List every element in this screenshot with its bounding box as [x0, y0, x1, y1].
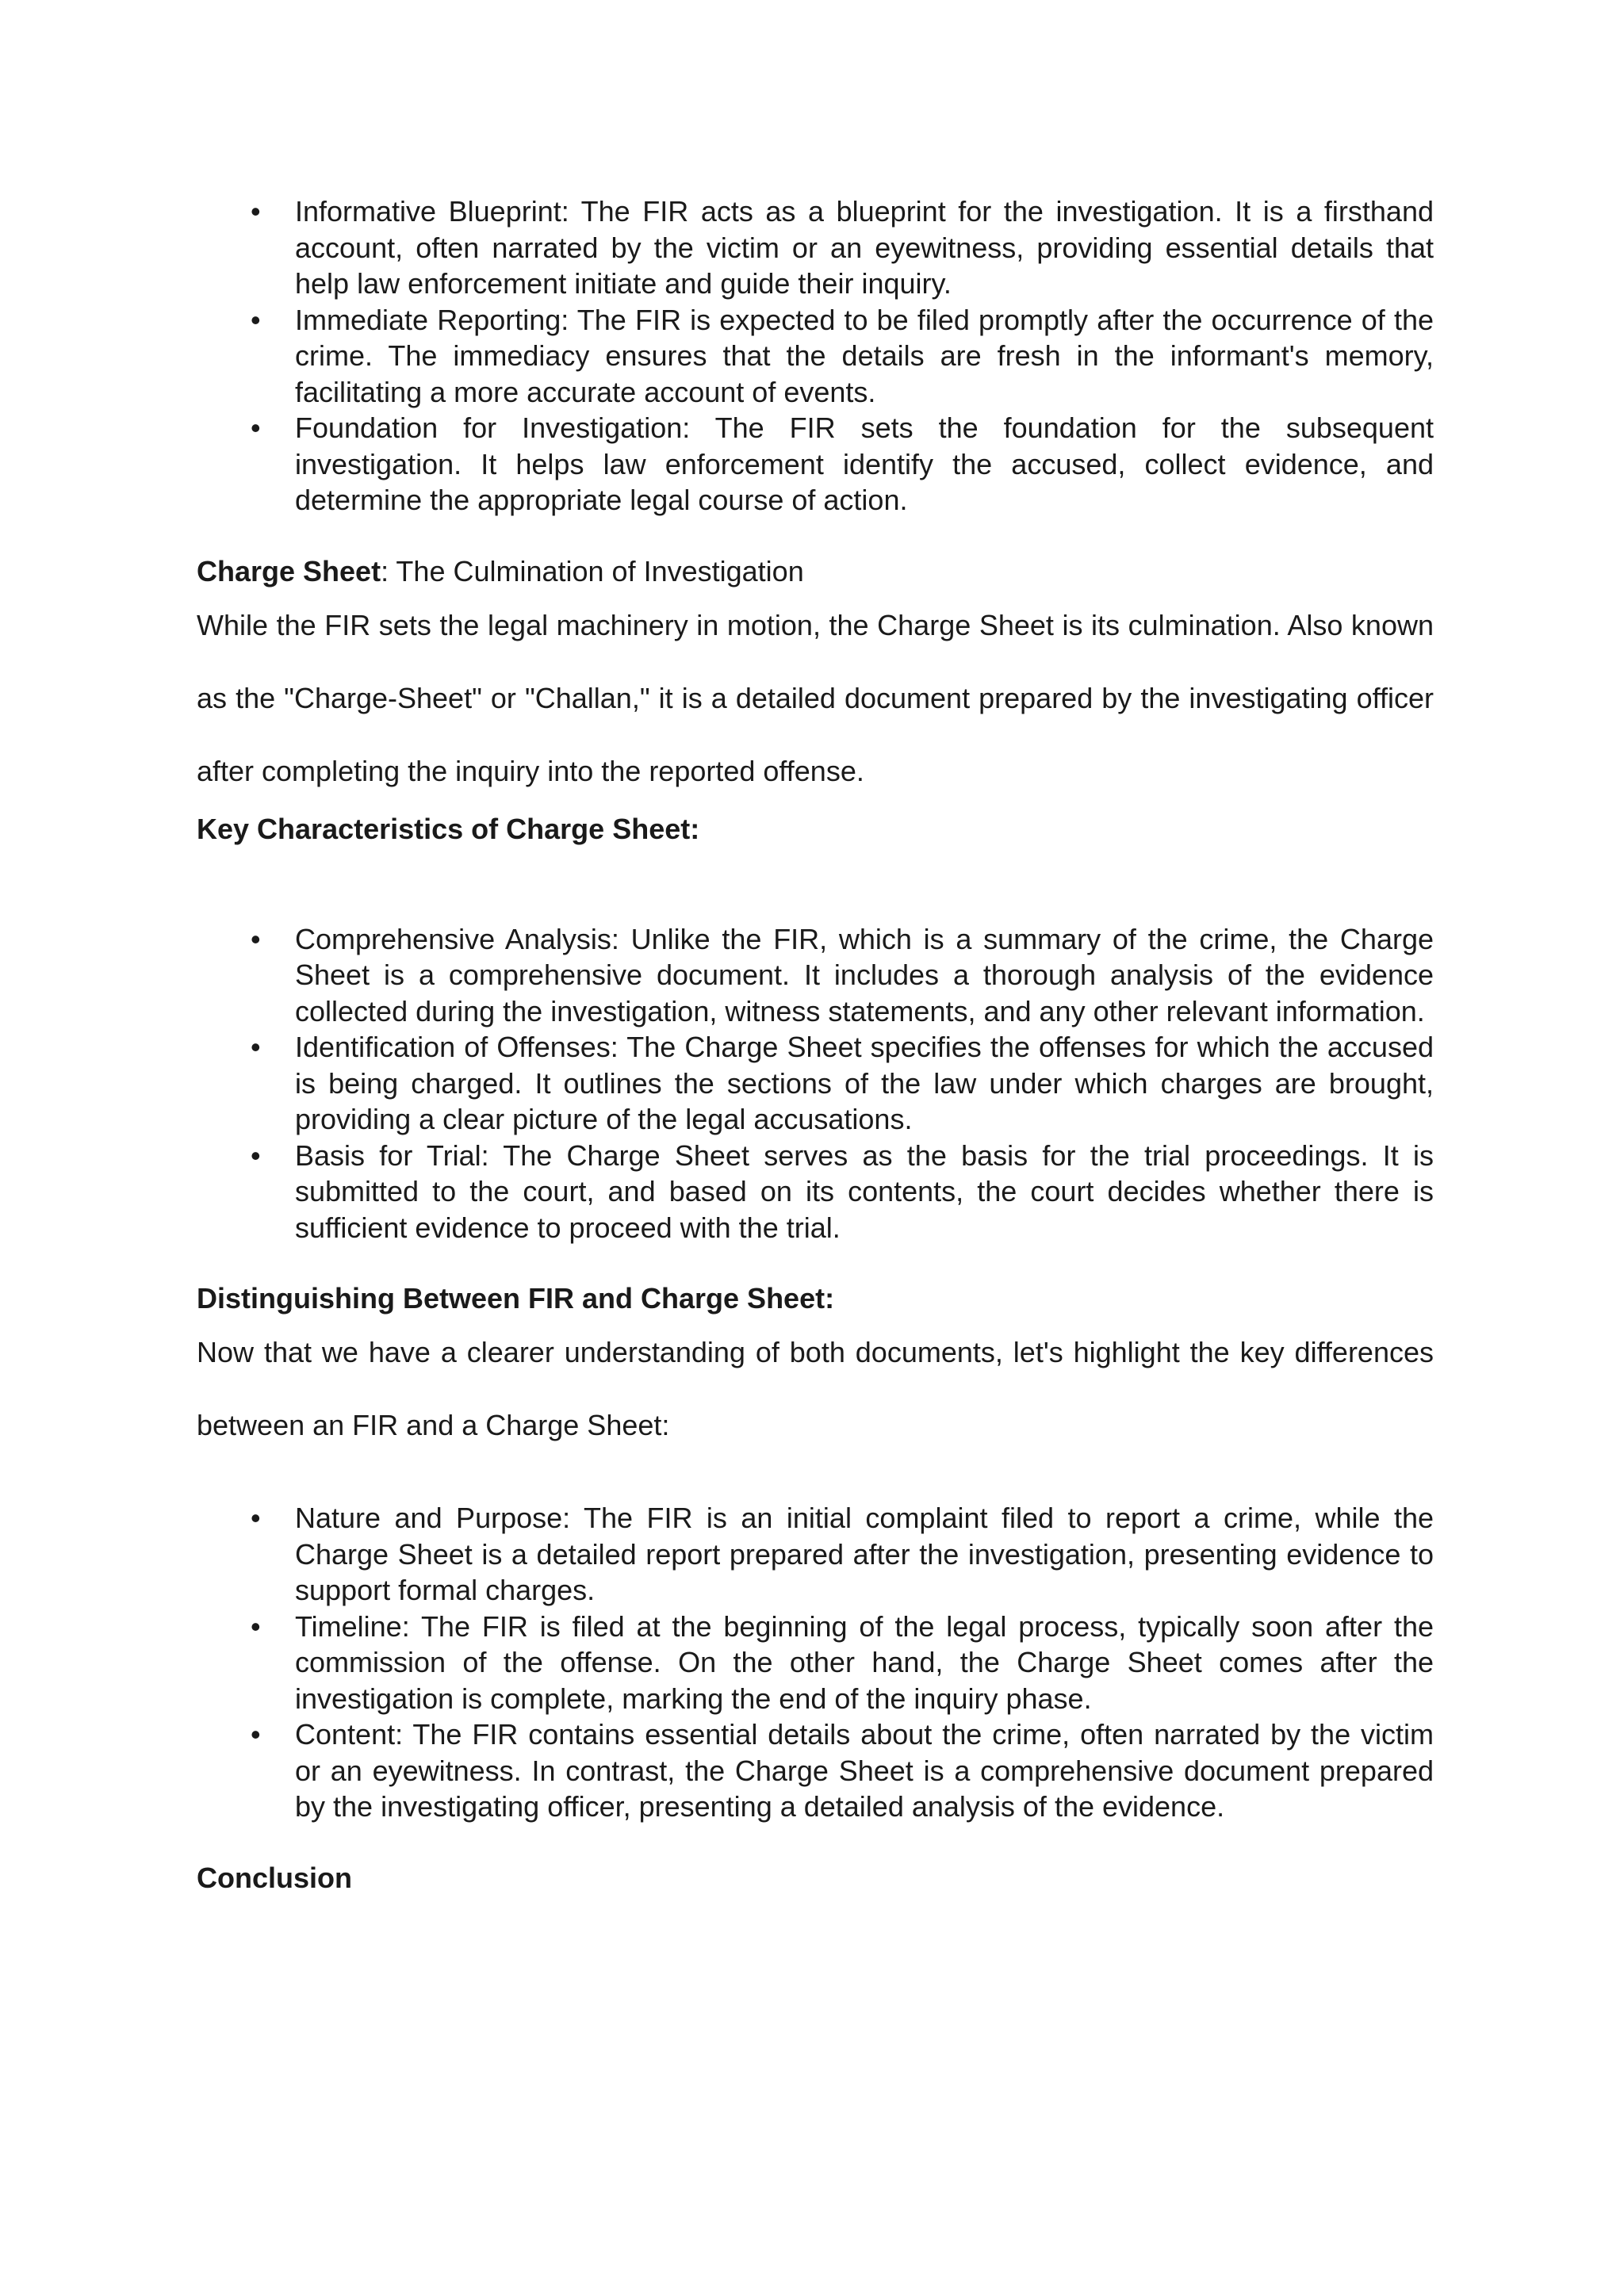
- charge-sheet-heading-bold: Charge Sheet: [197, 554, 381, 587]
- key-characteristics-heading-text: Key Characteristics of Charge Sheet:: [197, 812, 700, 845]
- bullet-icon: •: [251, 303, 261, 336]
- list-item-text: Immediate Reporting: The FIR is expected to be filed promptly after the occurrence of the crime. The immediacy ensures that the details are fresh in the informant's memory, facilitating a more accurate account of events.: [295, 303, 1434, 408]
- distinguishing-heading-text: Distinguishing Between FIR and Charge Sheet:: [197, 1282, 835, 1314]
- distinguishing-heading: [197, 1280, 1434, 1316]
- conclusion-heading-text: Conclusion: [197, 1861, 352, 1894]
- fir-characteristics-list: [197, 193, 1434, 519]
- list-item-text: Nature and Purpose: The FIR is an initial complaint filed to report a crime, while the Charge Sheet is a detailed report prepared after the investigation, presenting evidence to support formal charges.: [295, 1502, 1434, 1606]
- bullet-icon: •: [251, 1138, 261, 1172]
- bullet-icon: •: [251, 1609, 261, 1643]
- charge-sheet-intro: While the FIR sets the legal machinery in motion, the Charge Sheet is its culmination. Also known as the "Charge-Sheet" or "Challan," it is a detailed document prepared by the investigating officer after completing the inquiry into the reported offense.: [197, 608, 1434, 787]
- conclusion-heading: [197, 1860, 1434, 1896]
- bullet-icon: •: [251, 411, 261, 444]
- list-item-text: Comprehensive Analysis: Unlike the FIR, which is a summary of the crime, the Charge Sheet is a comprehensive document. It includes a thorough analysis of the evidence collected during the investigation, witness statements, and any other relevant information.: [295, 922, 1434, 1027]
- list-item-text: Informative Blueprint: The FIR acts as a blueprint for the investigation. It is a firsthand account, often narrated by the victim or an eyewitness, providing essential details that help law enforcement initiate and guide their inquiry.: [295, 195, 1434, 300]
- document-page: [197, 193, 1434, 1896]
- charge-sheet-heading-rest: : The Culmination of Investigation: [381, 554, 804, 587]
- bullet-icon: •: [251, 1031, 261, 1063]
- list-item-text: Basis for Trial: The Charge Sheet serves as the basis for the trial proceedings. It is submitted to the court, and based on its contents, the court decides whether there is sufficient evidence to proceed with the trial.: [295, 1138, 1434, 1244]
- bullet-icon: •: [251, 195, 261, 228]
- list-item: [197, 1609, 1434, 1717]
- list-item-text: Foundation for Investigation: The FIR sets the foundation for the subsequent investigation. It helps law enforcement identify the accused, collect evidence, and determine the appropriate legal course of action.: [295, 411, 1434, 516]
- list-item: [197, 193, 1434, 302]
- bullet-icon: •: [251, 1718, 261, 1751]
- bullet-icon: •: [251, 922, 261, 955]
- list-item-text: Timeline: The FIR is filed at the beginning of the legal process, typically soon after the commission of the offense. On the other hand, the Charge Sheet comes after the investigation is complete, marking the end of the inquiry phase.: [295, 1609, 1434, 1715]
- charge-sheet-characteristics-list: [197, 921, 1434, 1246]
- list-item: [197, 1138, 1434, 1246]
- list-item: [197, 1029, 1434, 1138]
- list-item-text: Identification of Offenses: The Charge Sheet specifies the offenses for which the accused is being charged. It outlines the sections of the law under which charges are brought, providing a clear picture of the legal accusations.: [295, 1031, 1434, 1135]
- list-item: [197, 302, 1434, 411]
- charge-sheet-heading: [197, 553, 1434, 589]
- bullet-icon: •: [251, 1502, 261, 1534]
- list-item: [197, 1716, 1434, 1825]
- list-item: [197, 1500, 1434, 1609]
- differences-list: [197, 1500, 1434, 1825]
- list-item: [197, 921, 1434, 1030]
- list-item-text: Content: The FIR contains essential details about the crime, often narrated by the victim or an eyewitness. In contrast, the Charge Sheet is a comprehensive document prepared by the investigating officer, presenting a detailed analysis of the evidence.: [295, 1718, 1434, 1823]
- key-characteristics-heading: [197, 811, 1434, 847]
- distinguishing-intro: Now that we have a clearer understanding of both documents, let's highlight the key differences between an FIR and a Charge Sheet:: [197, 1336, 1434, 1441]
- list-item: [197, 410, 1434, 519]
